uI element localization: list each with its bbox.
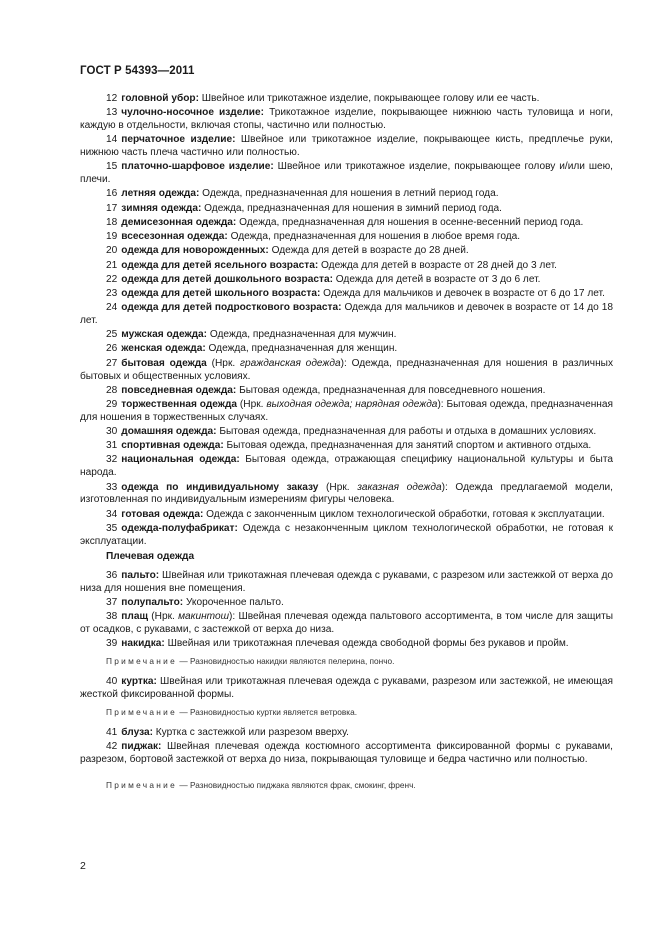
entry-text: ): Швейная плечевая одежда пальтового ассортимента, в том числе для защиты от осадков, с рукавами, с застежкой от верха до низа. xyxy=(80,611,613,636)
note xyxy=(80,656,613,667)
entry-number: 42 xyxy=(106,741,118,753)
entry-term: плащ xyxy=(121,611,148,623)
entry-text: Швейная плечевая одежда костюмного ассортимента фиксированной формы с рукавами, разрезом, бортовой застежкой от верха до низа, покрывающая туловище и бедра частично или полностью. xyxy=(80,741,613,765)
term-entry xyxy=(80,343,613,356)
entry-text: Одежда, предназначенная для ношения в осенне-весенний период года. xyxy=(236,216,584,228)
entry-term: зимняя одежда: xyxy=(121,202,202,214)
entry-number: 13 xyxy=(106,107,118,119)
term-entry xyxy=(80,260,613,273)
term-entry xyxy=(80,385,613,398)
entry-number: 20 xyxy=(106,245,118,257)
entry-term: головной убор: xyxy=(121,93,199,104)
entry-term: национальная одежда: xyxy=(121,454,240,466)
entry-text: Бытовая одежда, отражающая специфику национальной культуры и быта народа. xyxy=(80,454,613,479)
entry-text: Швейная или трикотажная плечевая одежда с рукавами, разрезом или застежкой, не имеющая жесткой фиксированной формы. xyxy=(80,676,613,701)
term-entry xyxy=(80,482,613,508)
entry-term: одежда для детей дошкольного возраста: xyxy=(121,273,333,285)
term-entry xyxy=(80,597,613,610)
term-entry xyxy=(80,638,613,651)
entry-text: Одежда для детей в возрасте от 3 до 6 лет. xyxy=(332,273,541,285)
entry-term: одежда-полуфабрикат: xyxy=(121,522,238,534)
entry-number: 29 xyxy=(106,398,118,410)
entry-text: Швейная или трикотажная плечевая одежда свободной формы без рукавов и пройм. xyxy=(164,638,569,650)
entry-text: Одежда, предназначенная для ношения в летний период года. xyxy=(199,188,499,200)
entry-number: 37 xyxy=(106,597,118,609)
entry-text: Швейное или трикотажное изделие, покрывающее голову или ее часть. xyxy=(198,93,540,104)
entry-term: бытовая одежда xyxy=(121,357,207,369)
entry-text: ): Одежда, предназначенная для ношения в различных бытовых и общественных условиях. xyxy=(80,357,614,382)
entry-number: 16 xyxy=(106,188,118,200)
entry-text: Одежда для мальчиков и девочек в возрасте от 14 до 18 лет. xyxy=(80,302,613,326)
entry-text: Куртка с застежкой или разрезом вверху. xyxy=(152,726,349,738)
entry-synonym: гражданская одежда xyxy=(239,357,341,369)
entry-number: 38 xyxy=(106,611,118,623)
entry-text: Швейное или трикотажное изделие, покрывающее кисть, предплечье руки, нижнюю часть плеча частично или полностью. xyxy=(80,134,613,159)
term-entry xyxy=(80,288,613,301)
entry-text: Швейная или трикотажная плечевая одежда с рукавами, с разрезом или застежкой от верха до низа для ношения вне помещения. xyxy=(80,570,613,594)
note-text: — Разновидностью накидки являются пелерина, пончо. xyxy=(177,656,395,667)
entry-number: 28 xyxy=(106,384,118,396)
entry-text: Одежда, предназначенная для ношения в зимний период года. xyxy=(201,202,502,214)
term-entry xyxy=(80,329,613,342)
entry-number: 24 xyxy=(106,302,118,314)
entry-text: Швейное или трикотажное изделие, покрывающее голову и/или шею, плечи. xyxy=(80,161,613,186)
entry-number: 15 xyxy=(106,161,118,173)
entry-term: пальто: xyxy=(121,570,160,582)
term-entry xyxy=(80,302,613,328)
entry-term: повседневная одежда: xyxy=(121,384,237,396)
entry-term: демисезонная одежда: xyxy=(121,216,237,228)
entry-number: 17 xyxy=(106,202,118,214)
note-label: Примечание xyxy=(106,706,178,717)
note-label: Примечание xyxy=(106,779,178,790)
entry-text: ): Бытовая одежда, предназначенная для ношения в торжественных случаях. xyxy=(80,398,613,423)
entry-pre: (Нрк. xyxy=(318,481,358,493)
entry-term: пиджак: xyxy=(121,741,162,753)
entry-list xyxy=(80,93,613,548)
entry-text: Трикотажное изделие, покрывающее нижнюю часть туловища и ноги, каждую в отдельности, включая стопы, частично или полностью. xyxy=(80,107,614,132)
note-text: — Разновидностью пиджака являются фрак, смокинг, френч. xyxy=(177,779,416,790)
entry-term: торжественная одежда xyxy=(121,398,238,410)
term-entry xyxy=(80,107,613,133)
entry-text: Укороченное пальто. xyxy=(183,597,284,609)
note xyxy=(80,780,613,791)
note-label: Примечание xyxy=(106,656,178,667)
entry-number: 26 xyxy=(106,343,118,355)
entry-term: платочно-шарфовое изделие: xyxy=(121,161,274,173)
entry-text: Бытовая одежда, предназначенная для занятий спортом и активного отдыха. xyxy=(223,440,592,452)
entry-number: 30 xyxy=(106,426,118,437)
term-entry xyxy=(80,426,613,439)
term-entry xyxy=(80,399,613,425)
term-entry xyxy=(80,727,613,740)
entry-number: 41 xyxy=(106,726,118,738)
document-header: ГОСТ Р 54393—2011 xyxy=(80,65,195,77)
entry-term: одежда для детей подросткового возраста: xyxy=(121,302,342,314)
entry-term: одежда для детей ясельного возраста: xyxy=(121,259,319,271)
term-entry xyxy=(80,93,613,106)
entry-term: одежда по индивидуальному заказу xyxy=(121,481,319,493)
entry-number: 18 xyxy=(106,216,118,228)
entry-term: готовая одежда: xyxy=(121,508,204,520)
entry-text: ): Одежда предлагаемой модели, изготовленная по индивидуальным измерениям фигуры человека. xyxy=(80,481,613,506)
entry-list xyxy=(80,727,613,767)
term-entry xyxy=(80,161,613,187)
entry-text: Одежда, предназначенная для женщин. xyxy=(205,343,398,355)
entry-number: 36 xyxy=(106,570,118,582)
term-entry xyxy=(80,523,613,549)
entry-list xyxy=(80,676,613,702)
entry-number: 14 xyxy=(106,134,118,146)
entry-term: блуза: xyxy=(121,726,153,738)
entry-number: 31 xyxy=(106,440,118,452)
entry-number: 33 xyxy=(106,481,118,493)
entry-term: мужская одежда: xyxy=(121,329,208,341)
entry-text: Одежда с незаконченным циклом технологической обработки, не готовая к эксплуатации. xyxy=(80,522,613,547)
entry-text: Одежда, предназначенная для ношения в любое время года. xyxy=(227,231,521,243)
note-text: — Разновидностью куртки является ветровка. xyxy=(177,706,358,717)
note xyxy=(80,707,613,718)
entry-text: Одежда для детей в возрасте от 28 дней до 3 лет. xyxy=(318,259,557,271)
term-entry xyxy=(80,611,613,637)
entry-text: Бытовая одежда, предназначенная для повседневного ношения. xyxy=(236,384,546,396)
term-entry xyxy=(80,454,613,480)
entry-number: 22 xyxy=(106,273,118,285)
entry-number: 32 xyxy=(106,454,118,466)
entry-synonym: выходная одежда; нарядная одежда xyxy=(266,398,438,410)
page-number: 2 xyxy=(80,860,86,872)
entry-term: летняя одежда: xyxy=(121,188,200,200)
entry-synonym: заказная одежда xyxy=(357,481,442,493)
entry-text: Одежда с законченным циклом технологической обработки, готовая к эксплуатации. xyxy=(203,508,605,520)
section-title: Плечевая одежда xyxy=(106,551,195,563)
term-entry xyxy=(80,217,613,230)
entry-term: чулочно-носочное изделие: xyxy=(121,107,265,119)
entry-term: одежда для детей школьного возраста: xyxy=(121,287,321,299)
entry-list xyxy=(80,570,613,651)
entry-number: 19 xyxy=(106,231,118,243)
entry-text: Одежда для детей в возрасте до 28 дней. xyxy=(268,245,469,257)
entry-text: Бытовая одежда, предназначенная для работы и отдыха в домашних условиях. xyxy=(216,426,597,437)
term-entry xyxy=(80,231,613,244)
entry-term: накидка: xyxy=(121,638,165,650)
term-entry xyxy=(80,440,613,453)
term-entry xyxy=(80,570,613,596)
term-entry xyxy=(80,203,613,216)
entry-term: спортивная одежда: xyxy=(121,440,224,452)
entry-term: одежда для новорожденных: xyxy=(121,245,269,257)
entry-number: 40 xyxy=(106,676,118,688)
entry-pre: (Нрк. xyxy=(237,398,267,410)
entry-text: Одежда, предназначенная для мужчин. xyxy=(207,329,397,341)
entry-number: 23 xyxy=(106,287,118,299)
document-body xyxy=(80,93,613,800)
term-entry xyxy=(80,134,613,160)
entry-term: женская одежда: xyxy=(121,343,206,355)
entry-pre: (Нрк. xyxy=(206,357,240,369)
entry-pre: (Нрк. xyxy=(148,611,179,623)
entry-synonym: макинтош xyxy=(178,611,230,623)
term-entry xyxy=(80,274,613,287)
entry-number: 34 xyxy=(106,508,118,520)
entry-text: Одежда для мальчиков и девочек в возрасте от 6 до 17 лет. xyxy=(320,287,605,299)
entry-term: домашняя одежда: xyxy=(121,426,217,437)
entry-number: 25 xyxy=(106,329,118,341)
term-entry xyxy=(80,676,613,702)
term-entry xyxy=(80,741,613,767)
entry-number: 39 xyxy=(106,638,118,650)
term-entry xyxy=(80,509,613,522)
entry-number: 35 xyxy=(106,522,118,534)
entry-term: перчаточное изделие: xyxy=(121,134,236,146)
entry-number: 27 xyxy=(106,357,118,369)
entry-number: 12 xyxy=(106,93,118,104)
entry-number: 21 xyxy=(106,259,118,271)
term-entry xyxy=(80,358,613,384)
entry-term: полупальто: xyxy=(121,597,184,609)
term-entry xyxy=(80,245,613,258)
term-entry xyxy=(80,188,613,201)
entry-term: куртка: xyxy=(121,676,157,688)
entry-term: всесезонная одежда: xyxy=(121,231,228,243)
